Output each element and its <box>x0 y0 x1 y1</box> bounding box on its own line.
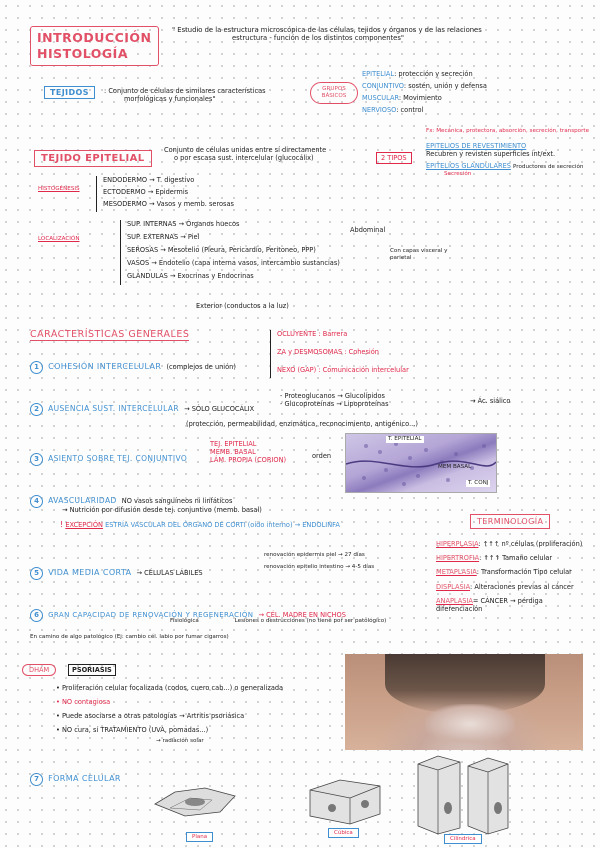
page-title-line1: INTRODUCCIÓN <box>37 30 152 45</box>
feature-item: 3 ASIENTO SOBRE TEJ. CONJUNTIVO <box>30 446 187 466</box>
label-plana: Plana <box>186 832 213 842</box>
tejido-type: NERVIOSO: control <box>362 106 424 114</box>
tejido-epitelial-label: TEJIDO EPITELIAL <box>34 150 152 167</box>
localizacion-label: LOCALIZACIÓN <box>38 236 80 242</box>
psoriasis-bullets: • Proliferación celular focalizada (codos, cuero cab...) o generalizada • NO contagiosa • Puede asociarse a otras patologías → Artritis psoriásica • NO cura, sí TRATAMIENTO (UVA, pomadas...) → radiación solar <box>56 684 284 744</box>
regen-notes: Fisiológica Lesiones o destrucciones (no tiene por ser patológico) <box>170 618 387 624</box>
acido-sialico: → Ác. siálico <box>470 397 511 405</box>
feature-item: 1 COHESIÓN INTERCELULAR (complejos de unión) <box>30 354 236 374</box>
tejido-type: MUSCULAR: Movimiento <box>362 94 442 102</box>
tejidos-definition: : Conjunto de células de similares características morfológicas y funcionales" <box>104 87 266 104</box>
number-badge: 1 <box>30 361 43 374</box>
number-badge: 7 <box>30 773 43 786</box>
abdominal-note: Abdominal <box>350 226 386 234</box>
cell-cilindrica-drawing <box>408 752 518 836</box>
feature-item: 4 AVASCULARIDAD NO vasos sanguíneos ni linfáticos <box>30 488 232 508</box>
tejido-type: CONJUNTIVO: sostén, unión y defensa <box>362 82 487 90</box>
dos-tipos-badge: 2 TIPOS <box>376 152 412 164</box>
number-badge: 3 <box>30 453 43 466</box>
psoriasis-photo <box>345 654 583 750</box>
number-badge: 5 <box>30 567 43 580</box>
localizacion-list: SUP. INTERNAS → Órganos huecos SUP. EXTERNAS → Piel SEROSAS → Mesotelio (Pleura, Pericardio, Peritoneo, PPP) VASOS → Endotelio (capa interna vasos, intercambio sustancias) GLÁNDULAS → Exocrinas y Endocrinas <box>120 220 340 285</box>
page-title-line2: HISTOLOGÍA <box>37 46 128 61</box>
cohesion-list: OCLUYENTE : Barrera ZA y DESMOSOMAS : Cohesión NEXO (GAP) : Comunicación intercelular <box>270 330 409 378</box>
glucocalix-list: - Proteoglucanos → Glucolípidos - Glucoproteínas → Lipoproteínas <box>280 392 389 409</box>
feature-item: 6 GRAN CAPACIDAD DE RENOVACIÓN Y REGENERACIÓN → CÉL. MADRE EN NICHOS <box>30 602 346 622</box>
histology-micrograph: T. EPITELIAL MEM BASAL T. CONJ <box>345 433 497 493</box>
cell-plana-drawing <box>150 774 240 824</box>
dham-badge: DHAM <box>22 664 56 676</box>
label-cubica: Cúbica <box>328 828 359 838</box>
exterior-note: Exterior (conductos a la luz) <box>196 302 289 310</box>
grupos-basicos-badge: GRUPOS BÁSICOS <box>310 82 358 104</box>
camino-patologico: En camino de algo patológico (Ej: cambio cél. labio por fumar cigarros) <box>30 634 229 640</box>
definition-quote: " Estudio de la estructura microscópica de las células, tejidos y órganos y de las relaciones estructura - función de los distintos componentes" <box>172 26 482 43</box>
epitelial-functions: Fx: Mecánica, protectora, absorción, secreción, transporte <box>426 128 590 134</box>
avascularidad-note: → Nutrición por difusión desde tej. conjuntivo (memb. basal) <box>62 506 262 514</box>
feature-item: 7 FORMA CELULAR <box>30 766 121 786</box>
orden-note: orden <box>312 452 332 460</box>
asiento-layers: TEJ. EPITELIAL MEMB. BASAL LÁM. PROPIA (CORION) <box>210 440 287 465</box>
terminologia-list: HIPERPLASIA: ↑↑↑ nº células (proliferación) HIPERTROFIA: ↑↑↑ Tamaño celular METAPLASIA: Transformación Tipo celular DISPLASIA: Alteraciones previas al cáncer ANAPLASIA= CÁNCER → pérdiga diferenciación <box>436 540 583 614</box>
label-cilindrica: Cilíndrica <box>444 834 482 844</box>
tejidos-label: TEJIDOS <box>44 86 95 99</box>
glucocalix-functions: (protección, permeabilidad, enzimática, reconocimiento, antigénico...) <box>186 420 418 428</box>
psoriasis-label: PSORIASIS <box>68 664 116 676</box>
caracteristicas-title: CARACTERÍSTICAS GENERALES <box>30 329 190 340</box>
number-badge: 2 <box>30 403 43 416</box>
con-capas-note: Con capas visceral y parietal <box>390 248 448 261</box>
tejidos-types-list <box>362 70 487 118</box>
feature-item: 5 VIDA MEDIA CORTA → CÉLULAS LÁBILES <box>30 560 203 580</box>
tejido-type: EPITELIAL: protección y secreción <box>362 70 473 78</box>
epitelial-definition: Conjunto de células unidas entre sí directamente o por escasa sust. intercelular (glucocálix) <box>164 146 327 163</box>
epitelial-tipos: EPITELIOS DE REVESTIMIENTO Recubren y revisten superficies int/ext. EPITELIOS GLANDULARES Productores de secreción Secreción <box>426 142 584 178</box>
vida-renovacion: renovación epidermis piel → 27 días renovación epitelio intestino → 4-5 días <box>264 552 375 570</box>
number-badge: 6 <box>30 609 43 622</box>
excepcion: ! EXCEPCIÓN ESTRÍA VASCULAR DEL ÓRGANO DE CORTI (oído interno) → ENDOLINFA <box>60 520 340 529</box>
histogenesis-list: ENDODERMO → T. digestivo ECTODERMO → Epidermis MESODERMO → Vasos y memb. serosas <box>96 176 234 212</box>
feature-item: 2 AUSENCIA SUST. INTERCELULAR → SÓLO GLUCOCÁLIX <box>30 396 254 416</box>
histogenesis-label: HISTOGÉNESIS <box>38 186 80 192</box>
cell-cubica-drawing <box>300 770 390 826</box>
terminologia-title: TERMINOLOGÍA <box>470 514 550 529</box>
title-box <box>30 26 159 66</box>
number-badge: 4 <box>30 495 43 508</box>
